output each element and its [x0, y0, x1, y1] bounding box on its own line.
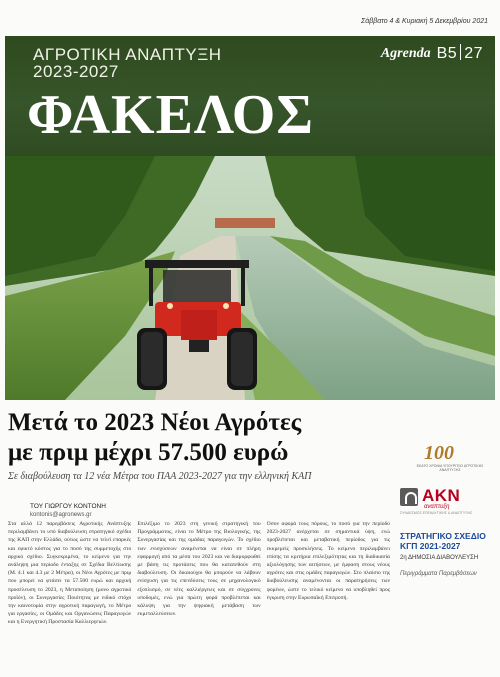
- tractor-photo: [5, 156, 495, 400]
- body-column-2: [137, 520, 260, 670]
- sidebar: [398, 408, 494, 668]
- akn-mark-icon: [400, 488, 418, 506]
- consultation-subtitle: 2η ΔΗΜΟΣΙΑ ΔΙΑΒΟΥΛΕΥΣΗ: [400, 555, 479, 561]
- body-column-1: [8, 520, 131, 670]
- section-subtitle: [33, 46, 222, 80]
- logo-100-years: [410, 442, 490, 472]
- interventions-note: Περιγράμματα Παρεμβάσεων: [400, 571, 477, 577]
- side-title-line-2: ΚΓΠ 2021-2027: [400, 541, 461, 551]
- article-deck: Σε διαβούλευση τα 12 νέα Μέτρα του ΠΑΑ 2023-2027 για την ελληνική ΚΑΠ: [8, 471, 312, 482]
- page-code-left: B5: [436, 45, 458, 62]
- dateline: Σάββατο 4 & Κυριακή 5 Δεκεμβρίου 2021: [361, 18, 488, 25]
- section-banner: [5, 36, 495, 156]
- akn-tagline: αναπτυξη: [424, 504, 450, 510]
- tractor-illustration: [5, 156, 495, 400]
- brand-block: [381, 44, 483, 63]
- brand-name: Agrenda: [380, 45, 431, 61]
- page-code: [437, 44, 483, 63]
- distant-bridge: [215, 218, 275, 228]
- akn-name: ΑΚΝ: [422, 486, 461, 505]
- logo-akn: [400, 486, 492, 516]
- logo-100-digits: 100: [424, 442, 454, 464]
- body-text-2: Επιλέξιμο το 2023 στη γενική στρατηγική του Προγράμματος, είναι το Μέτρο της Βιολογικής, της Συνεργασίας και της ομάδας παραγωγών. Το σχέδιο των ενισχύσεων αναμένεται να είναι σε πλήρη εφαρμογή από τα μέσα του 2023 και να διαμορφωθεί με βάση τις προτάσεις που θα κατατεθούν στη διαβούλευση. Οι δικαιούχοι θα μπορούν να λάβουν ενίσχυση για τις επενδύσεις τους σε μηχανολογικό εξοπλισμό, σε νέες καλλιέργειες και σε σύγχρονες υποδομές, ενώ για πρώτη φορά προβλέπεται και κάλυψη για την ψηφιακή μετάβαση των εκμεταλλεύσεων.: [137, 521, 261, 618]
- side-title-line-1: ΣΤΡΑΤΗΓΙΚΟ ΣΧΕΔΙΟ: [400, 531, 486, 541]
- article-body: [8, 520, 390, 670]
- byline-author: ΤΟΥ ΓΙΩΡΓΟΥ ΚΟΝΤΟΝΗ: [30, 503, 106, 510]
- body-column-3: [267, 520, 390, 670]
- body-text-3: Όσον αφορά τους πόρους, το ποσό για την περίοδο 2023-2027 ανέρχεται σε σημαντικά ύψη, ενώ προβλέπεται και μεταβατική περίοδος για τις εκκρεμείς προσκλήσεις. Το κείμενο περιλαμβάνει επίσης τα κριτήρια επιλεξιμότητας και τη διαδικασία αξιολόγησης των αιτήσεων, με έμφαση στους νέους αγρότες και στις ομάδες παραγωγών. Στο πλαίσιο της διαβούλευσης αναμένονται οι παρατηρήσεις των φορέων, ώστε το τελικό κείμενο να υποβληθεί προς έγκριση στην Ευρωπαϊκή Επιτροπή.: [266, 521, 390, 601]
- section-title: ΦΑΚΕΛΟΣ: [27, 84, 314, 146]
- section-line-1: ΑΓΡΟΤΙΚΗ ΑΝΑΠΤΥΞΗ: [33, 45, 222, 64]
- byline: [30, 503, 106, 519]
- section-line-2: 2023-2027: [33, 62, 119, 81]
- logo-100-caption: ΕΚΑΤΟ ΧΡΟΝΙΑ ΥΠΟΥΡΓΕΙΟ ΑΓΡΟΤΙΚΗΣ ΑΝΑΠΤΥΞΗΣ: [416, 464, 484, 472]
- headline-line-2: με πριμ μέχρι 57.500 ευρώ: [8, 439, 289, 466]
- akn-caption: ΣΥΝΔΕΣΜΟΣ ΕΠΕΝΔΥΤΙΚΗΣ & ΑΝΑΠΤΥΞΗΣ: [400, 511, 473, 515]
- page-code-right: 27: [464, 45, 483, 62]
- headline-line-1: Μετά το 2023 Νέοι Αγρότες: [8, 409, 302, 436]
- body-text-1: Στα αλλά 12 παρεμβάσεις Αγροτικής Ανάπτυξης περιλαμβάνει το υπό διαβούλευση στρατηγικό σχέδιο της ΚΑΠ στην Ελλάδα, ούτως ώστε να τελεί επαρκές και εφικτό κόστος για το ποσό της συμμετοχής στο αρχικό σχέδιο. Συγκεκριμένα, το κείμενο για την ανάληψη μια περίοδο ένταξης σε Σχέδια Βελτίωσης (Μ. 4.1 και 4.3 με 2 Μέτρα), οι Νέοι Αγρότες με πριμ που μπορεί να φτάσει τα 57.500 ευρώ και αρχική προσέλευση το 2023, η Μεταποίηση (μονο αγροτικό προϊόν), οι Συνεργασίες Ποιότητας με ειδικό στόχο την καινοτομία στην αγροτική παραγωγή, το Μέτρο για εργασίες, οι Ομάδες και Οργανώσεις Παραγωγών και η Ενεργητική Προστασία Καλλιεργειών.: [8, 521, 132, 626]
- page-code-divider: [460, 44, 461, 60]
- strategic-plan-title: [400, 531, 494, 551]
- byline-email[interactable]: kontonis@agronews.gr: [30, 512, 92, 518]
- article-headline: [8, 408, 388, 468]
